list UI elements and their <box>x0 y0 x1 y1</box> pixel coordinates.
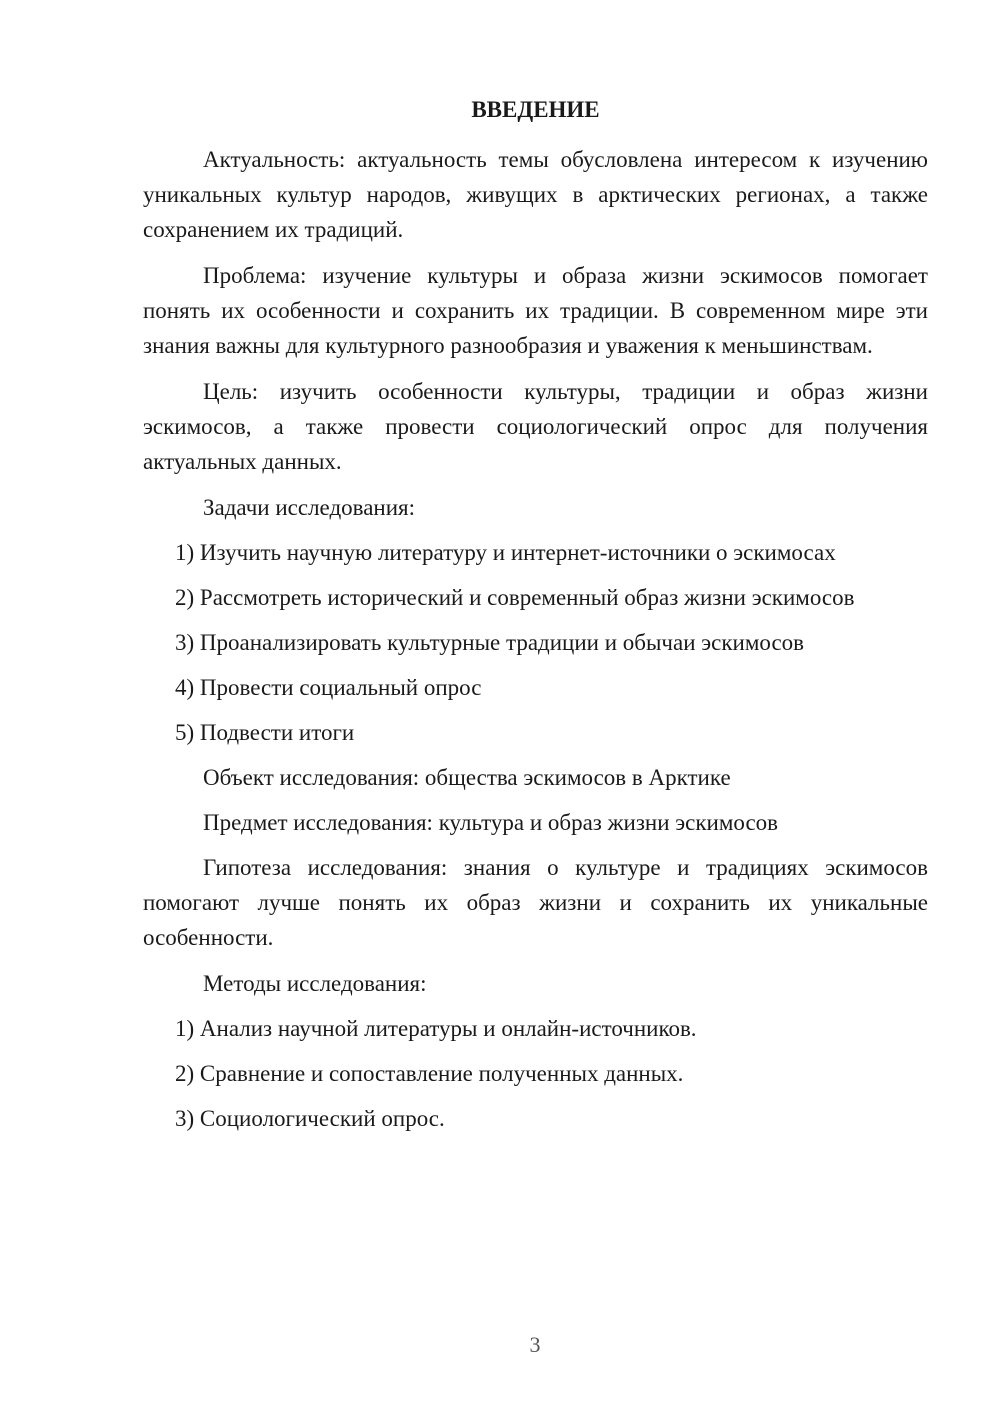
list-item: 3) Проанализировать культурные традиции и обычаи эскимосов <box>175 630 805 655</box>
methods-title: Методы исследования: <box>203 971 427 996</box>
methods-list <box>143 1011 928 1136</box>
research-subject: Предмет исследования: культура и образ жизни эскимосов <box>203 810 779 835</box>
list-item: 1) Анализ научной литературы и онлайн-источников. <box>175 1016 697 1041</box>
list-item: 2) Рассмотреть исторический и современный образ жизни эскимосов <box>175 585 855 610</box>
list-item: 3) Социологический опрос. <box>175 1106 445 1131</box>
list-item: 2) Сравнение и сопоставление полученных данных. <box>175 1061 684 1086</box>
page-content <box>143 92 928 1146</box>
list-item: 1) Изучить научную литературу и интернет-источники о эскимосах <box>175 540 836 565</box>
page-number: 3 <box>529 1332 541 1357</box>
tasks-list <box>143 535 928 750</box>
list-item: 4) Провести социальный опрос <box>175 675 482 700</box>
goal-paragraph: Цель: изучить особенности культуры, традиции и образ жизни эскимосов, а также провести социологический опрос для получения актуальных данных. <box>143 379 928 474</box>
problem-paragraph: Проблема: изучение культуры и образа жизни эскимосов помогает понять их особенности и сохранить их традиции. В современном мире эти знания важны для культурного разнообразия и уважения к меньшинствам. <box>143 263 928 358</box>
list-item: 5) Подвести итоги <box>175 720 355 745</box>
section-heading: ВВЕДЕНИЕ <box>471 97 600 122</box>
relevance-paragraph: Актуальность: актуальность темы обусловлена интересом к изучению уникальных культур народов, живущих в арктических регионах, а также сохранением их традиций. <box>143 147 928 242</box>
hypothesis-paragraph: Гипотеза исследования: знания о культуре и традициях эскимосов помогают лучше понять их образ жизни и сохранить их уникальные особенности. <box>143 855 928 950</box>
research-object: Объект исследования: общества эскимосов в Арктике <box>203 765 731 790</box>
tasks-title: Задачи исследования: <box>203 495 416 520</box>
